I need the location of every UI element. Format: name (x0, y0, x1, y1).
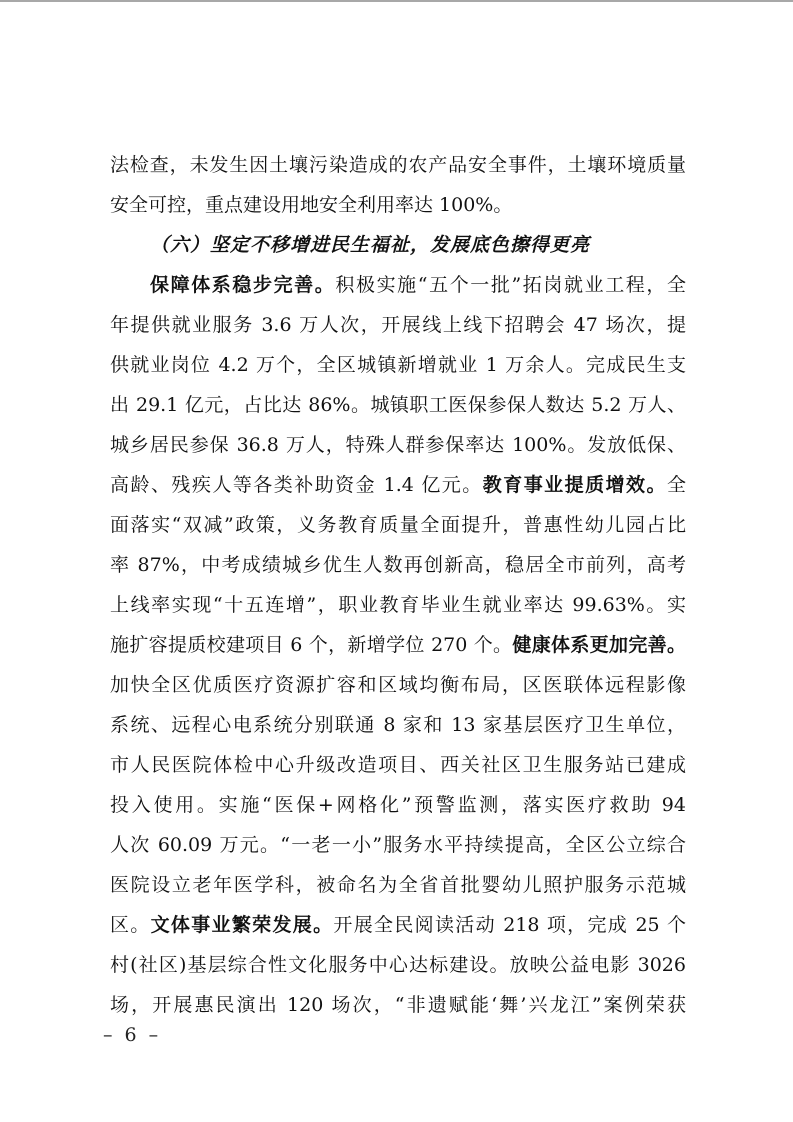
text-line (110, 985, 686, 1025)
body-text: 医院设立老年医学科，被命名为全省首批婴幼儿照护服务示范城 (110, 874, 686, 896)
body-text: 投入使用。实施“医保+网格化”预警监测，落实医疗救助 94 (110, 794, 686, 816)
body-text: 率 87%，中考成绩城乡优生人数再创新高，稳居全市前列，高考 (110, 554, 686, 576)
emphasis-text: 教育事业提质增效。 (482, 474, 667, 496)
text-line (110, 745, 686, 785)
body-text: 人次 60.09 万元。“一老一小”服务水平持续提高，全区公立综合 (110, 834, 686, 856)
body-text: 上线率实现“十五连增”，职业教育毕业生就业率达 99.63%。实 (110, 594, 686, 616)
body-text: 安全可控，重点建设用地安全利用率达 100%。 (110, 194, 513, 216)
body-text: 年提供就业服务 3.6 万人次，开展线上线下招聘会 47 场次，提 (110, 314, 686, 336)
text-line (110, 585, 686, 625)
text-line (110, 665, 686, 705)
text-block (110, 145, 686, 1025)
text-line (110, 185, 686, 225)
body-text: 施扩容提质校建项目 6 个，新增学位 270 个。 (110, 634, 513, 656)
text-line (110, 945, 686, 985)
emphasis-text: 文体事业繁荣发展。 (150, 914, 334, 936)
body-text: 高龄、残疾人等各类补助资金 1.4 亿元。 (110, 474, 483, 496)
body-text: 积极实施“五个一批”拓岗就业工程，全 (335, 274, 686, 296)
text-line (110, 785, 686, 825)
text-line (110, 465, 686, 505)
page-number: – 6 – (103, 1024, 162, 1046)
body-text: 全 (666, 474, 686, 496)
text-line (110, 385, 686, 425)
text-line (110, 865, 686, 905)
text-line (110, 545, 686, 585)
text-line (110, 705, 686, 745)
body-text: 出 29.1 亿元，占比达 86%。城镇职工医保参保人数达 5.2 万人、 (110, 394, 686, 416)
text-line (110, 505, 686, 545)
text-line (110, 305, 686, 345)
emphasis-text: 保障体系稳步完善。 (150, 274, 336, 296)
text-line (110, 825, 686, 865)
body-text: 村(社区)基层综合性文化服务中心达标建设。放映公益电影 3026 (110, 954, 686, 976)
text-line (110, 345, 686, 385)
emphasis-text: 健康体系更加完善。 (512, 634, 686, 656)
body-text: 法检查，未发生因土壤污染造成的农产品安全事件，土壤环境质量 (110, 154, 686, 176)
text-line (110, 625, 686, 665)
text-line (110, 425, 686, 465)
body-text: 供就业岗位 4.2 万个，全区城镇新增就业 1 万余人。完成民生支 (110, 354, 686, 376)
text-line (110, 905, 686, 945)
text-line (110, 265, 686, 305)
text-line (110, 145, 686, 185)
body-text: 开展全民阅读活动 218 项，完成 25 个 (333, 914, 686, 936)
body-text: 市人民医院体检中心升级改造项目、西关社区卫生服务站已建成 (110, 754, 686, 776)
scan-edge-line (0, 0, 793, 2)
body-text: 加快全区优质医疗资源扩容和区域均衡布局，区医联体远程影像 (110, 674, 686, 696)
body-text: 城乡居民参保 36.8 万人，特殊人群参保率达 100%。发放低保、 (110, 434, 686, 456)
section-heading (110, 225, 686, 265)
body-text: （六）坚定不移增进民生福祉，发展底色擦得更亮 (150, 234, 591, 256)
body-text: 系统、远程心电系统分别联通 8 家和 13 家基层医疗卫生单位， (110, 714, 686, 736)
body-text: 面落实“双减”政策，义务教育质量全面提升，普惠性幼儿园占比 (110, 514, 686, 536)
body-text: 区。 (110, 914, 151, 936)
body-text: 场，开展惠民演出 120 场次，“非遗赋能‘舞’兴龙江”案例荣获 (110, 994, 686, 1016)
